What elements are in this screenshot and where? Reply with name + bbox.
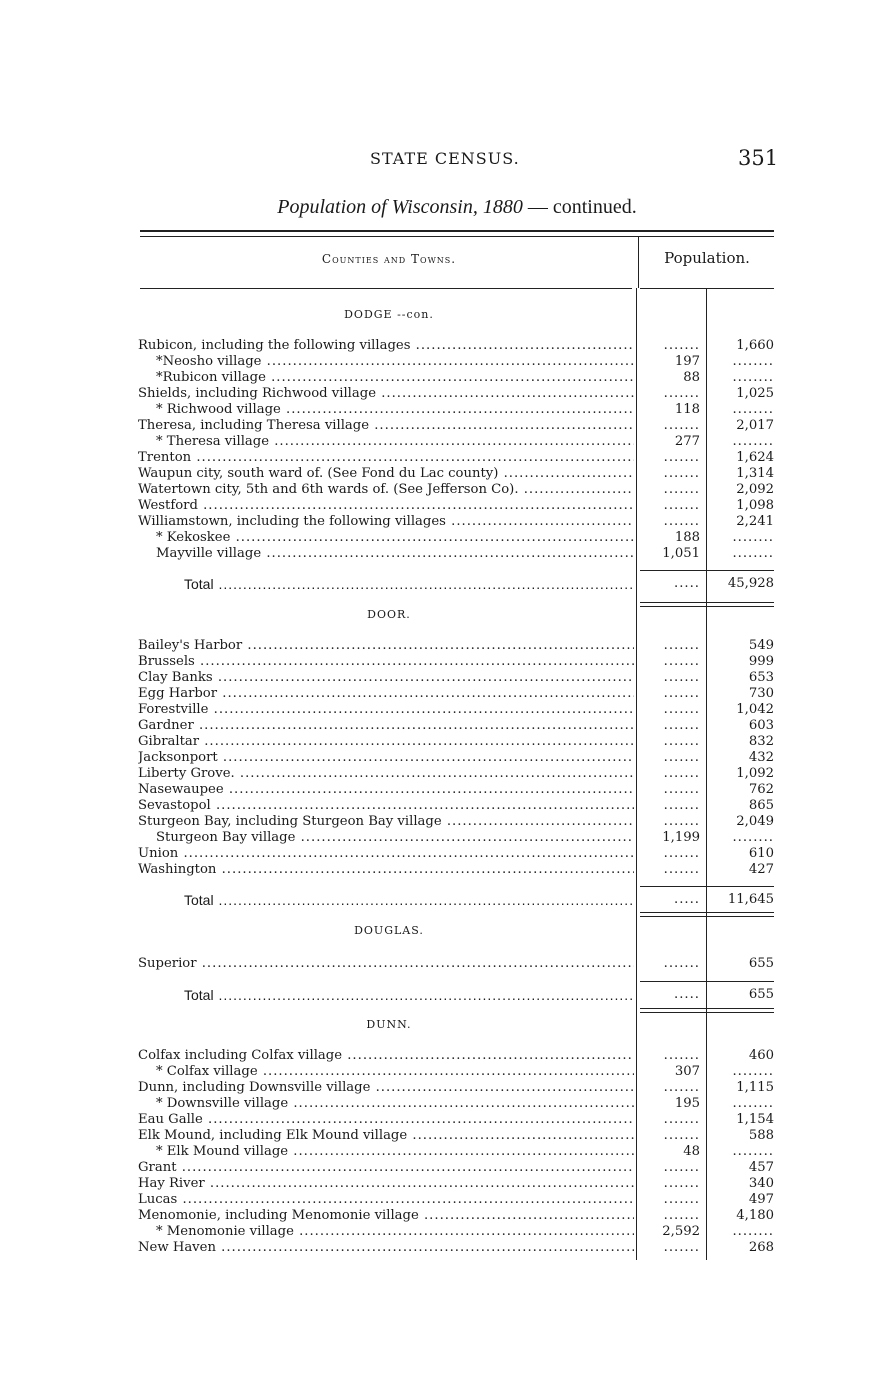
town-name: Grant ..... — [138, 1160, 634, 1176]
town-name: Liberty Grove. ..... — [138, 766, 634, 782]
town-population: 427 — [748, 862, 774, 877]
table-row — [138, 338, 774, 354]
town-name: Jacksonport ..... — [138, 750, 634, 766]
town-name: Sturgeon Bay, including Sturgeon Bay village ..... — [138, 814, 634, 830]
total-row — [138, 576, 774, 592]
town-population-dots: ........ — [732, 370, 774, 385]
village-population-dots: ....... — [663, 1208, 700, 1223]
section-heading: DOUGLAS. — [354, 924, 424, 937]
town-population: 4,180 — [736, 1208, 774, 1223]
village-population-dots: ....... — [663, 766, 700, 781]
town-name: Eau Galle ..... — [138, 1112, 634, 1128]
village-population-dots: ....... — [663, 514, 700, 529]
town-population: 1,314 — [736, 466, 774, 481]
total-village-dots: ..... — [674, 892, 700, 907]
village-population-dots: ....... — [663, 1240, 700, 1255]
town-name: * Menomonie village ..... — [156, 1224, 634, 1240]
town-name: Bailey's Harbor ..... — [138, 638, 634, 654]
village-population-dots: ....... — [663, 686, 700, 701]
top-rule-thick — [140, 230, 774, 232]
village-population-dots: ....... — [663, 718, 700, 733]
village-population: 48 — [683, 1144, 700, 1159]
town-population-dots: ........ — [732, 1064, 774, 1079]
table-row — [138, 1144, 774, 1160]
table-row — [138, 1112, 774, 1128]
total-village-dots: ..... — [674, 987, 700, 1002]
table-title-continued: — continued. — [522, 196, 637, 218]
town-name: Trenton ..... — [138, 450, 634, 466]
table-row — [138, 450, 774, 466]
total-top-rule — [640, 886, 774, 887]
header-divider — [638, 236, 639, 288]
village-population: 1,051 — [662, 546, 700, 561]
table-row — [138, 418, 774, 434]
town-name: Washington ..... — [138, 862, 634, 878]
town-population-dots: ........ — [732, 546, 774, 561]
running-title: STATE CENSUS. — [370, 149, 520, 168]
table-row — [138, 718, 774, 734]
table-row — [138, 702, 774, 718]
town-population-dots: ........ — [732, 402, 774, 417]
village-population-dots: ....... — [663, 956, 700, 971]
town-name: * Downsville village ..... — [156, 1096, 634, 1112]
table-row — [138, 782, 774, 798]
town-name: Elk Mound, including Elk Mound village ..... — [138, 1128, 634, 1144]
village-population-dots: ....... — [663, 418, 700, 433]
total-double-rule — [640, 912, 774, 913]
table-row — [138, 1224, 774, 1240]
page-number: 351 — [738, 146, 779, 170]
village-population-dots: ....... — [663, 702, 700, 717]
total-top-rule — [640, 981, 774, 982]
town-population: 460 — [748, 1048, 774, 1063]
table-row — [138, 638, 774, 654]
total-value: 45,928 — [727, 576, 774, 591]
total-double-rule — [640, 1012, 774, 1013]
table-title-main: Population of Wisconsin, 1880 — [277, 196, 523, 218]
town-population: 1,154 — [736, 1112, 774, 1127]
table-row — [138, 686, 774, 702]
town-population: 730 — [748, 686, 774, 701]
village-population-dots: ....... — [663, 654, 700, 669]
town-name: Dunn, including Downsville village ..... — [138, 1080, 634, 1096]
town-population: 832 — [748, 734, 774, 749]
town-population: 1,025 — [736, 386, 774, 401]
town-population: 2,017 — [736, 418, 774, 433]
town-name: New Haven ..... — [138, 1240, 634, 1256]
total-label: Total ..... — [184, 892, 634, 908]
table-row — [138, 798, 774, 814]
town-name: Clay Banks ..... — [138, 670, 634, 686]
table-row — [138, 466, 774, 482]
town-name: * Elk Mound village ..... — [156, 1144, 634, 1160]
table-row — [138, 830, 774, 846]
total-value: 11,645 — [727, 892, 774, 907]
town-population-dots: ........ — [732, 354, 774, 369]
town-name: Theresa, including Theresa village ..... — [138, 418, 634, 434]
table-row — [138, 654, 774, 670]
table-row — [138, 514, 774, 530]
table-row — [138, 862, 774, 878]
village-population-dots: ....... — [663, 1176, 700, 1191]
table-row — [138, 1096, 774, 1112]
town-name: Sevastopol ..... — [138, 798, 634, 814]
town-name: Menomonie, including Menomonie village ..... — [138, 1208, 634, 1224]
table-row — [138, 1080, 774, 1096]
town-population: 1,624 — [736, 450, 774, 465]
village-population-dots: ....... — [663, 498, 700, 513]
town-name: Westford ..... — [138, 498, 634, 514]
town-population: 2,241 — [736, 514, 774, 529]
town-name: * Kekoskee ..... — [156, 530, 634, 546]
town-name: Williamstown, including the following villages ..... — [138, 514, 634, 530]
town-name: Brussels ..... — [138, 654, 634, 670]
town-name: Gibraltar ..... — [138, 734, 634, 750]
table-row — [138, 956, 774, 972]
town-name: *Rubicon village ..... — [156, 370, 634, 386]
table-row — [138, 1192, 774, 1208]
town-name: Lucas ..... — [138, 1192, 634, 1208]
village-population-dots: ....... — [663, 1112, 700, 1127]
town-population: 588 — [748, 1128, 774, 1143]
village-population: 2,592 — [662, 1224, 700, 1239]
village-population-dots: ....... — [663, 862, 700, 877]
village-population-dots: ....... — [663, 466, 700, 481]
village-population: 1,199 — [662, 830, 700, 845]
town-name: Rubicon, including the following villages ..... — [138, 338, 634, 354]
town-population: 610 — [748, 846, 774, 861]
table-row — [138, 670, 774, 686]
table-row — [138, 814, 774, 830]
town-population-dots: ........ — [732, 830, 774, 845]
table-row — [138, 370, 774, 386]
village-population-dots: ....... — [663, 1128, 700, 1143]
total-double-rule — [640, 1008, 774, 1009]
village-population-dots: ....... — [663, 750, 700, 765]
village-population: 188 — [674, 530, 700, 545]
village-population: 307 — [674, 1064, 700, 1079]
town-name: * Colfax village ..... — [156, 1064, 634, 1080]
town-name: Waupun city, south ward of. (See Fond du Lac county) ..... — [138, 466, 634, 482]
village-population-dots: ....... — [663, 1080, 700, 1095]
town-name: Colfax including Colfax village ..... — [138, 1048, 634, 1064]
total-village-dots: ..... — [674, 576, 700, 591]
column-header-towns: Counties and Towns. — [321, 252, 457, 266]
town-population-dots: ........ — [732, 1144, 774, 1159]
running-head — [0, 146, 884, 172]
section-heading: DODGE --con. — [344, 308, 434, 321]
town-name: Mayville village ..... — [156, 546, 634, 562]
town-population: 1,660 — [736, 338, 774, 353]
town-name: Shields, including Richwood village ..... — [138, 386, 634, 402]
town-population: 340 — [748, 1176, 774, 1191]
town-population: 2,092 — [736, 482, 774, 497]
column-header-population: Population. — [664, 249, 750, 267]
town-name: Superior ..... — [138, 956, 634, 972]
header-bottom-rule-left — [140, 288, 632, 289]
town-name: * Richwood village ..... — [156, 402, 634, 418]
table-row — [138, 354, 774, 370]
village-population: 195 — [674, 1096, 700, 1111]
table-row — [138, 750, 774, 766]
table-row — [138, 1208, 774, 1224]
table-row — [138, 734, 774, 750]
table-row — [138, 498, 774, 514]
town-population: 1,042 — [736, 702, 774, 717]
town-name: Nasewaupee ..... — [138, 782, 634, 798]
table-row — [138, 1048, 774, 1064]
village-population-dots: ....... — [663, 1048, 700, 1063]
village-population-dots: ....... — [663, 1160, 700, 1175]
total-double-rule — [640, 602, 774, 603]
town-population: 497 — [748, 1192, 774, 1207]
town-population-dots: ........ — [732, 1224, 774, 1239]
total-top-rule — [640, 570, 774, 571]
village-population-dots: ....... — [663, 386, 700, 401]
town-name: Egg Harbor ..... — [138, 686, 634, 702]
village-population-dots: ....... — [663, 1192, 700, 1207]
table-row — [138, 434, 774, 450]
village-population-dots: ....... — [663, 814, 700, 829]
table-row — [138, 1128, 774, 1144]
top-rule-thin — [140, 236, 774, 237]
village-population-dots: ....... — [663, 734, 700, 749]
town-population: 549 — [748, 638, 774, 653]
town-population: 865 — [748, 798, 774, 813]
table-row — [138, 386, 774, 402]
table-row — [138, 846, 774, 862]
town-population: 1,115 — [736, 1080, 774, 1095]
header-bottom-rule-right — [640, 288, 774, 289]
table-row — [138, 1064, 774, 1080]
town-population: 1,098 — [736, 498, 774, 513]
town-name: Sturgeon Bay village ..... — [156, 830, 634, 846]
table-row — [138, 1160, 774, 1176]
village-population: 197 — [674, 354, 700, 369]
town-population-dots: ........ — [732, 434, 774, 449]
town-population: 655 — [748, 956, 774, 971]
total-value: 655 — [748, 987, 774, 1002]
town-population-dots: ........ — [732, 530, 774, 545]
town-name: Gardner ..... — [138, 718, 634, 734]
village-population-dots: ....... — [663, 482, 700, 497]
town-name: Hay River ..... — [138, 1176, 634, 1192]
village-population-dots: ....... — [663, 338, 700, 353]
table-row — [138, 530, 774, 546]
total-label: Total ..... — [184, 987, 634, 1003]
town-population: 653 — [748, 670, 774, 685]
town-population: 1,092 — [736, 766, 774, 781]
section-heading: DOOR. — [367, 608, 411, 621]
village-population: 277 — [674, 434, 700, 449]
town-population: 603 — [748, 718, 774, 733]
total-double-rule — [640, 916, 774, 917]
table-row — [138, 402, 774, 418]
town-name: Union ..... — [138, 846, 634, 862]
town-population: 457 — [748, 1160, 774, 1175]
town-population: 999 — [748, 654, 774, 669]
town-name: Watertown city, 5th and 6th wards of. (See Jefferson Co). ..... — [138, 482, 634, 498]
town-population: 432 — [748, 750, 774, 765]
table-row — [138, 546, 774, 562]
town-population: 2,049 — [736, 814, 774, 829]
village-population-dots: ....... — [663, 450, 700, 465]
section-heading: DUNN. — [366, 1018, 412, 1031]
village-population: 118 — [674, 402, 700, 417]
town-population: 762 — [748, 782, 774, 797]
table-title — [140, 196, 774, 219]
village-population-dots: ....... — [663, 638, 700, 653]
town-population: 268 — [748, 1240, 774, 1255]
table-row — [138, 482, 774, 498]
table-row — [138, 1240, 774, 1256]
table-row — [138, 1176, 774, 1192]
village-population-dots: ....... — [663, 798, 700, 813]
total-row — [138, 987, 774, 1003]
town-name: * Theresa village ..... — [156, 434, 634, 450]
village-population: 88 — [683, 370, 700, 385]
town-name: *Neosho village ..... — [156, 354, 634, 370]
town-population-dots: ........ — [732, 1096, 774, 1111]
total-row — [138, 892, 774, 908]
total-label: Total ..... — [184, 576, 634, 592]
village-population-dots: ....... — [663, 670, 700, 685]
table-row — [138, 766, 774, 782]
town-name: Forestville ..... — [138, 702, 634, 718]
village-population-dots: ....... — [663, 846, 700, 861]
village-population-dots: ....... — [663, 782, 700, 797]
total-double-rule — [640, 606, 774, 607]
